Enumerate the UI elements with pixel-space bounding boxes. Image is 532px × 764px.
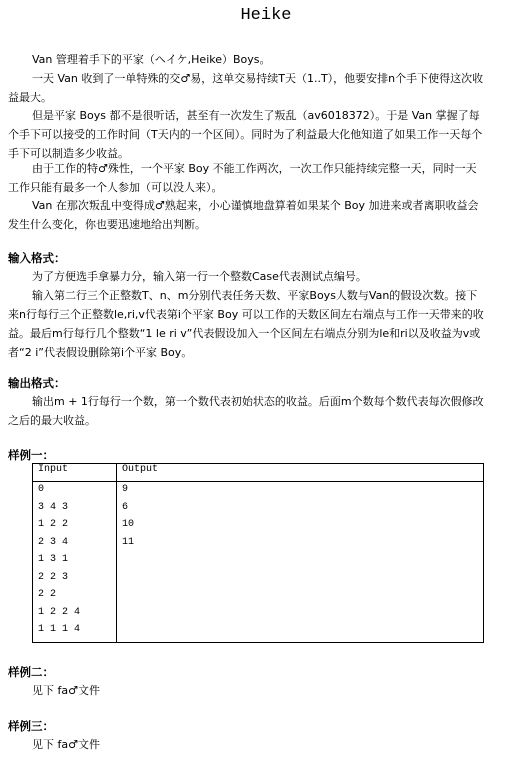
sample-1-input-line: 1 1 1 4 [38, 624, 81, 635]
sample-1-table [32, 463, 484, 643]
sample-1-output-line: 11 [122, 536, 135, 548]
sample-1-input-line: 1 2 2 [38, 519, 69, 530]
input-format-paragraph-1: 为了方便选手拿暴力分，输入第一行一个整数Case代表测试点编号。 [32, 270, 367, 283]
sample-3-heading: 样例三： [8, 719, 54, 733]
sample-1-input-line: 2 3 4 [38, 536, 69, 548]
sample-1-input-line: 2 2 3 [38, 571, 69, 583]
output-format-paragraph: 输出m + 1行每行一个数，第一个数代表初始状态的收益。后面m个数每个数代表每次假修改之后的最大收益。 [8, 395, 484, 427]
sample-2-heading: 样例二： [8, 665, 54, 679]
sample-1-output-header: Output [117, 464, 484, 482]
sample-1-output-line: 10 [122, 519, 135, 530]
output-format-heading: 输出格式： [8, 376, 66, 390]
sample-1-input-line: 3 4 3 [38, 501, 69, 513]
description-paragraph-4: 由于工作的特♂殊性，一个平家 Boy 不能工作两次，一次工作只能持续完整一天，同时一天工作只能有最多一个人参加（可以没人来）。 [8, 162, 477, 194]
input-format-paragraph-2: 输入第二行三个正整数T、n、m分别代表任务天数、平家Boys人数与Van的假设次数。接下来n行每行三个正整数le,ri,v代表第i个平家 Boy 可以工作的天数区间左右端点与工作一天带来的收益。最后m行每行几个整数“1 le ri v”代表假设加入一个区间左右端点分别为le和ri以及收益为v或者“2 i”代表假设删除第i个平家 Boy。 [8, 289, 484, 359]
sample-1-heading: 样例一： [8, 448, 54, 462]
sample-1-input-header: Input [33, 464, 117, 482]
description-paragraph-1: Van 管理着手下的平家（ヘイケ,Heike）Boys。 [32, 53, 271, 66]
sample-1-input-line: 1 2 2 4 [38, 606, 81, 618]
sample-1-output-line: 9 [122, 484, 129, 495]
sample-1-output-line: 6 [122, 501, 129, 513]
description-paragraph-2: 一天 Van 收到了一单特殊的交♂易，这单交易持续T天（1..T），他要安排n个手下使得这次收益最大。 [8, 72, 484, 104]
sample-1-input-line: 1 3 1 [38, 554, 69, 565]
sample-1-output-cell [117, 482, 484, 643]
sample-1-input-cell [33, 482, 117, 643]
description-paragraph-5: Van 在那次叛乱中变得成♂熟起来，小心谨慎地盘算着如果某个 Boy 加进来或者离职收益会发生什么变化，你也要迅速地给出判断。 [8, 199, 479, 231]
input-format-heading: 输入格式： [8, 251, 66, 265]
page-title: Heike [240, 6, 292, 25]
sample-3-text: 见下 fa♂文件 [32, 738, 100, 751]
description-paragraph-3: 但是平家 Boys 都不是很听话，甚至有一次发生了叛乱（av6018372）。于是 Van 掌握了每个手下可以接受的工作时间（T天内的一个区间）。同时为了利益最大化他知道了如果工作一天每个手下可以制造多少收益。 [8, 109, 483, 160]
sample-1-input-line: 2 2 [38, 589, 57, 600]
sample-1-input-line: 0 [38, 484, 45, 495]
sample-2-text: 见下 fa♂文件 [32, 684, 100, 697]
